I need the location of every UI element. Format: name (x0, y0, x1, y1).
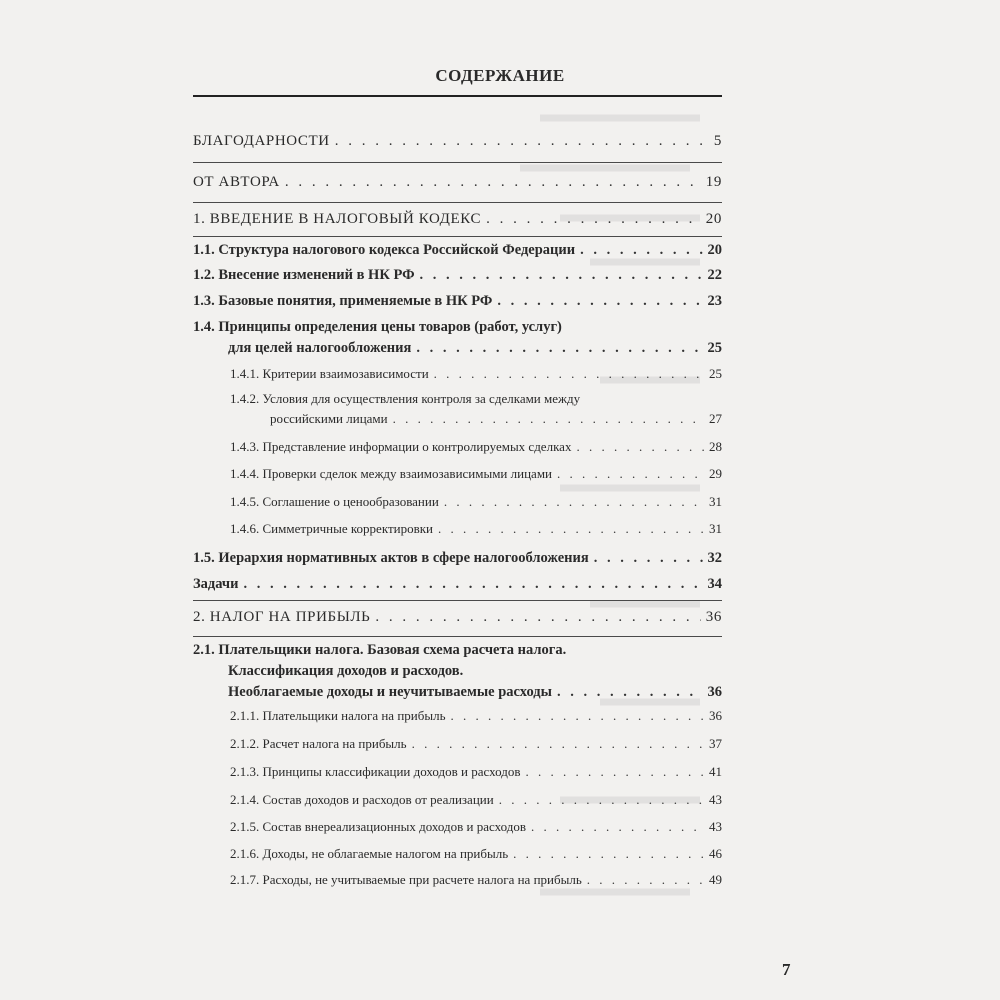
leader-dots (434, 366, 704, 382)
toc-entry-label: 2.1.7. Расходы, не учитываемые при расчете налога на прибыль (230, 872, 582, 887)
toc-entry-label: 2.1.4. Состав доходов и расходов от реализации (230, 792, 494, 807)
toc-section[interactable] (193, 267, 722, 284)
leader-dots (375, 609, 700, 626)
toc-entry-label: 1.1. Структура налогового кодекса Российской Федерации (193, 242, 576, 258)
leader-dots (499, 792, 704, 808)
toc-chapter[interactable] (193, 211, 722, 228)
toc-entry-page: 28 (709, 439, 722, 454)
toc-section[interactable] (193, 576, 722, 593)
toc-entry-page: 23 (707, 293, 722, 309)
divider (193, 600, 722, 601)
toc-entry-label: 2.1.5. Состав внереализационных доходов и расходов (230, 819, 526, 834)
toc-section-line[interactable]: Классификация доходов и расходов. (228, 663, 464, 679)
toc-subsection[interactable] (230, 439, 722, 455)
toc-subsection[interactable] (230, 366, 722, 382)
toc-section[interactable] (228, 684, 722, 701)
leader-dots (531, 819, 704, 835)
leader-dots (412, 736, 704, 752)
title-rule (193, 95, 722, 97)
toc-entry-page: 34 (707, 576, 722, 592)
toc-subsection[interactable] (230, 792, 722, 808)
toc-entry-label: БЛАГОДАРНОСТИ (193, 133, 330, 149)
toc-entry-page: 32 (707, 550, 722, 566)
toc-subsection[interactable] (230, 764, 722, 780)
toc-subsection[interactable] (230, 521, 722, 537)
toc-entry-page: 20 (707, 242, 722, 258)
leader-dots (285, 174, 701, 191)
toc-section[interactable] (193, 293, 722, 310)
leader-dots (444, 494, 704, 510)
leader-dots (594, 550, 703, 567)
divider (193, 236, 722, 237)
toc-subsection-line[interactable]: 1.4.2. Условия для осуществления контроля за сделками между (230, 391, 581, 406)
leader-dots (335, 133, 709, 150)
toc-entry-page: 46 (709, 846, 722, 861)
toc-entry-label: ОТ АВТОРА (193, 174, 280, 190)
toc-entry-label: 1.3. Базовые понятия, применяемые в НК РФ (193, 293, 493, 309)
toc-section-line[interactable]: 1.4. Принципы определения цены товаров (работ, услуг) (193, 319, 562, 335)
toc-entry-page: 5 (713, 133, 722, 149)
page-number: 7 (782, 960, 791, 979)
toc-entry-page: 25 (707, 340, 722, 356)
toc-entry-label: 2.1.1. Плательщики налога на прибыль (230, 708, 446, 723)
leader-dots (580, 242, 702, 259)
toc-section[interactable] (228, 340, 722, 357)
toc-subsection[interactable] (270, 411, 722, 427)
toc-subsection[interactable] (230, 872, 722, 888)
toc-entry[interactable] (193, 174, 722, 191)
toc-entry-label: 2.1.6. Доходы, не облагаемые налогом на прибыль (230, 846, 509, 861)
leader-dots (486, 211, 701, 228)
leader-dots (576, 439, 704, 455)
toc-entry-label: 1.2. Внесение изменений в НК РФ (193, 267, 415, 283)
leader-dots (420, 267, 703, 284)
toc-section[interactable] (193, 550, 722, 567)
toc-entry-page: 41 (709, 764, 722, 779)
toc-entry-page: 31 (709, 494, 722, 509)
leader-dots (587, 872, 704, 888)
leader-dots (451, 708, 704, 724)
toc-entry-label: 1.4.5. Соглашение о ценообразовании (230, 494, 439, 509)
divider (193, 202, 722, 203)
toc-entry-label: 2. НАЛОГ НА ПРИБЫЛЬ (193, 609, 371, 625)
toc-subsection[interactable] (230, 466, 722, 482)
leader-dots (513, 846, 704, 862)
toc-entry-label: российскими лицами (270, 411, 388, 426)
toc-entry-label: 1. ВВЕДЕНИЕ В НАЛОГОВЫЙ КОДЕКС (193, 211, 482, 227)
toc-entry-label: для целей налогообложения (228, 340, 412, 356)
toc-section[interactable] (193, 242, 722, 259)
toc-entry-page: 49 (709, 872, 722, 887)
toc-entry-page: 19 (705, 174, 722, 190)
leader-dots (243, 576, 702, 593)
leader-dots (526, 764, 704, 780)
toc-entry-page: 27 (709, 411, 722, 426)
toc-entry-label: Задачи (193, 576, 239, 592)
toc-entry-label: 1.4.4. Проверки сделок между взаимозависимыми лицами (230, 466, 552, 481)
toc-entry-page: 43 (709, 819, 722, 834)
divider (193, 636, 722, 637)
leader-dots (393, 411, 704, 427)
toc-subsection[interactable] (230, 846, 722, 862)
leader-dots (438, 521, 704, 537)
toc-entry-page: 31 (709, 521, 722, 536)
toc-entry-label: 2.1.3. Принципы классификации доходов и расходов (230, 764, 521, 779)
toc-entry-label: Необлагаемые доходы и неучитываемые расходы (228, 684, 552, 700)
leader-dots (497, 293, 702, 310)
toc-entry-page: 25 (709, 366, 722, 381)
toc-subsection[interactable] (230, 494, 722, 510)
toc-entry-page: 37 (709, 736, 722, 751)
toc-entry-page: 36 (705, 609, 722, 625)
page-title: СОДЕРЖАНИЕ (435, 66, 565, 85)
toc-subsection[interactable] (230, 819, 722, 835)
toc-entry-page: 20 (705, 211, 722, 227)
toc-entry-page: 36 (709, 708, 722, 723)
leader-dots (416, 340, 702, 357)
toc-entry-page: 22 (707, 267, 722, 283)
divider (193, 162, 722, 163)
toc-entry[interactable] (193, 133, 722, 150)
toc-entry-label: 1.4.1. Критерии взаимозависимости (230, 366, 429, 381)
toc-entry-label: 1.4.6. Симметричные корректировки (230, 521, 434, 536)
toc-entry-label: 1.5. Иерархия нормативных актов в сфере налогообложения (193, 550, 589, 566)
toc-subsection[interactable] (230, 736, 722, 752)
toc-entry-page: 36 (707, 684, 722, 700)
toc-entry-label: 2.1.2. Расчет налога на прибыль (230, 736, 407, 751)
toc-entry-label: 1.4.3. Представление информации о контролируемых сделках (230, 439, 572, 454)
toc-entry-page: 29 (709, 466, 722, 481)
toc-chapter[interactable] (193, 609, 722, 626)
toc-section-line[interactable]: 2.1. Плательщики налога. Базовая схема расчета налога. (193, 642, 567, 658)
leader-dots (557, 684, 703, 701)
toc-entry-page: 43 (709, 792, 722, 807)
toc-subsection[interactable] (230, 708, 722, 724)
leader-dots (557, 466, 704, 482)
